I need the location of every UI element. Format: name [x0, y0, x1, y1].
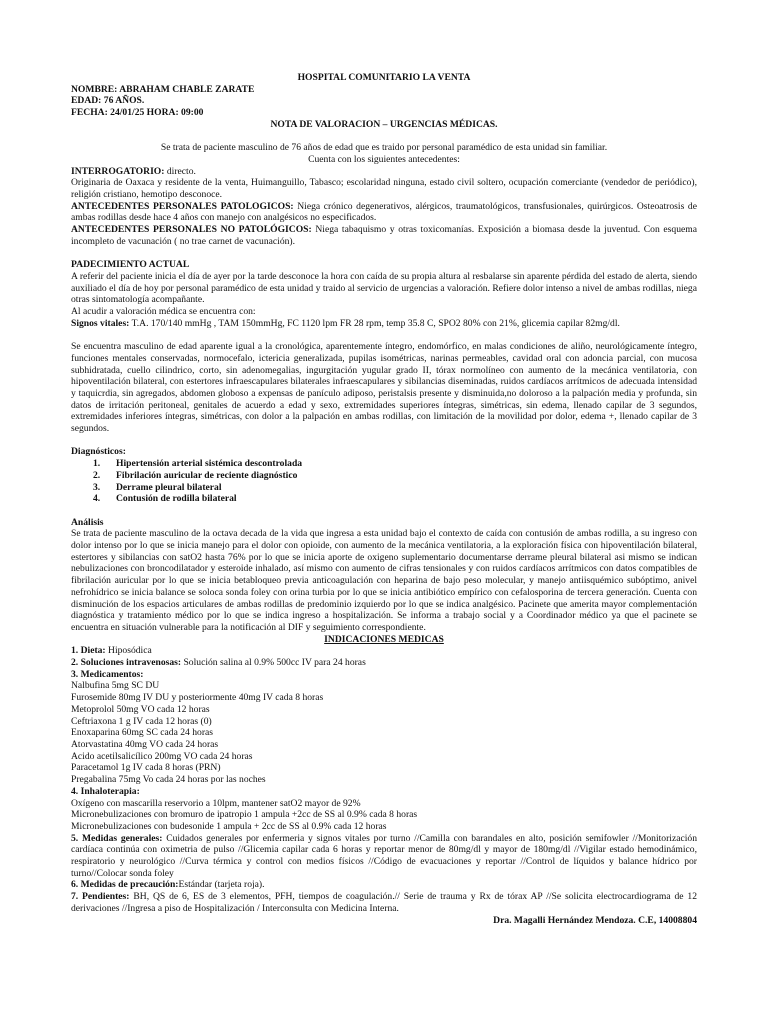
- interrogatorio-label: INTERROGATORIO:: [71, 165, 165, 177]
- medicamento-item: Atorvastatina 40mg VO cada 24 horas: [71, 739, 219, 750]
- patient-origin: Originaria de Oaxaca y residente de la venta, Huimanguillo, Tabasco; escolaridad ninguna, estado civil soltero, ocupación comerciante (vendedor de periódico), religión cristiano, hemotipo desconoce.: [71, 177, 697, 201]
- analisis-title: Análisis: [71, 516, 104, 528]
- intro-line-1: Se trata de paciente masculino de 76 años de edad que es traido por personal paramédico de esta unidad sin familiar.: [160, 142, 608, 154]
- hospital-name: HOSPITAL COMUNITARIO LA VENTA: [297, 72, 471, 83]
- physician-signature: Dra. Magalli Hernández Mendoza. C.E, 14008804: [493, 914, 697, 926]
- padecimiento-title: PADECIMIENTO ACTUAL: [71, 259, 190, 271]
- app-text: Niega crónico degenerativos, alérgicos, traumatológicos, transfusionales, quirúrgicos. Osteoatrosis de ambas rodillas desde hace 4 años con manejo con analgésicos no especificados.: [71, 200, 697, 224]
- antecedentes-patologicos: [71, 201, 697, 224]
- medicamento-item: Ceftriaxona 1 g IV cada 12 horas (0): [71, 715, 212, 727]
- medicamento-item: Enoxaparina 60mg SC cada 24 horas: [71, 727, 214, 739]
- vital-signs: [71, 318, 697, 330]
- inhaloterapia-label: 4. Inhaloterapia:: [71, 785, 140, 797]
- medicamentos-label: 3. Medicamentos:: [71, 668, 144, 680]
- document-body: [71, 72, 697, 926]
- apnp-label: ANTECEDENTES PERSONALES NO PATOLÓGICOS:: [71, 224, 312, 236]
- interrogatorio-text: directo.: [164, 165, 196, 177]
- antecedentes-no-patologicos: [71, 224, 697, 247]
- padecimiento-arrival: Al acudir a valoración médica se encuentra con:: [71, 306, 256, 318]
- medidas-precaucion: 6. Medidas de precaución:Estándar (tarjeta roja).: [71, 879, 265, 891]
- diagnostico-item: 4. Contusión de rodilla bilateral: [93, 493, 237, 505]
- patient-age: EDAD: 76 AÑOS.: [71, 95, 145, 107]
- medicamento-item: Furosemide 80mg IV DU y posteriormente 40mg IV cada 8 horas: [71, 692, 324, 704]
- physical-exam: Se encuentra masculino de edad aparente igual a la cronológica, aparentemente íntegro, endomórfico, en malas condiciones de aliño, neurológicamente íntegro, funciones mentales conservadas, normocefalo, ictericia generalizada, pupilas isométricas, narinas permeables, cavidad oral con adoncia parcial, con mucosa subhidratada, cuello cilindrico, corto, sin adenomegalias, ingurgitación yugular grado II, tórax normolíneo con aumento de la mecánica ventilatoria, con hipoventilación bilateral, con estertores infraescapulares bilaterales infraescapulares y sibilancias diseminadas, ruidos cardíacos arrítmicos de adecuada intensidad y taquicrdia, sin agregados, abdomen globoso a expensas de panículo adiposo, peristalsis presente y disminuida,no doloroso a la palpación media y profunda, sin datos de irritación peritoneal, genitales de acuerdo a edad y sexo, extremidades superiores íntegras, simétricas, sin edema, llenado capilar de 3 segundos, extremidades inferiores íntegras, simétricas, con dolor a la palpación en ambas rodillas, con limitación de la movilidad por dolor, edema +, llenado capilar de 3 segundos.: [71, 341, 697, 435]
- diagnosticos-list: [71, 458, 697, 505]
- padecimiento-text: A referir del paciente inicia el día de ayer por la tarde desconoce la hora con caída de su propia altura al resbalarse sin aparente pérdida del estado de alerta, siendo auxiliado el día de hoy por personal paramédico de esta unidad y traido al servicio de urgencias a valoración. Refiere dolor intenso a nivel de ambas rodillas, niega otras sintomatología acompañante.: [71, 270, 697, 306]
- medicamento-item: Pregabalina 75mg Vo cada 24 horas por las noches: [71, 774, 266, 786]
- patient-name: NOMBRE: ABRAHAM CHABLE ZARATE: [71, 83, 255, 95]
- apnp-text: Niega tabaquismo y otras toxicomanías. Exposición a biomasa desde la juventud. Con esquema incompleto de vacunación ( no trae carnet de vacunación).: [71, 224, 697, 247]
- dieta: 1. Dieta: Hiposódica: [71, 645, 152, 657]
- medicamento-item: Nalbufina 5mg SC DU: [71, 680, 160, 692]
- medicamento-item: Acido acetilsalicílico 200mg VO cada 24 horas: [71, 750, 253, 762]
- pendientes: 7. Pendientes: BH, QS de 6, ES de 3 elementos, PFH, tiempos de coagulación.// Serie de trauma y Rx de tórax AP //Se solicita electrocardiograma de 12 derivaciones //Ingresa a piso de Hospitalización / Interconsulta con Medicina Interna.: [71, 891, 697, 914]
- diagnostico-item: 2. Fibrilación auricular de reciente diagnóstico: [93, 469, 298, 481]
- analisis-text: Se trata de paciente masculino de la octava decada de la vida que ingresa a esta unidad bajo el contexto de caída con contusión de ambas rodilla, a su ingreso con dolor intenso por lo que se inicia manejo para el dolor con opioide, con aumento de la mecánica ventilatoria, a la exploración física con hipoventilación bilateral, estertores y sibilancias con satO2 hasta 76% por lo que se inicia aporte de oxigeno suplementario documentarse derrame pleural bilateral asi mismo se indican nebulizaciones con broncodilatador y esteroide inhalado, así mismo con aumento de cifras tensionales y con ruidos cardíacos arrítmicos con datos compatibles de fibrilación auricular por lo que se inicia betabloqueo previa anticoagulación con heparina de bajo peso molecular, y manejo antiisquémico subóptimo, anivel nefrohídrico se inicia balance se soloca sonda foley con orina turbia por lo que se inicia antibiótico empírico con cefalosporina de tercera generación. Cuenta con disminución de los espacios articulares de ambas rodillas de predominio izquierdo por lo que se indica analgésico. Pacinete que amerita mayor complementación diagnóstica y tratamiento médico por lo que se indica ingreso a hospitalización. Se informa a trabajo social y a Coordinador médico ya que el pacinete se encuentra en situación vulnerable para la notificación al DIF y seguimiento correspondiente.: [71, 528, 697, 633]
- vital-signs-label: Signos vitales:: [71, 317, 130, 329]
- note-date: FECHA: 24/01/25 HORA: 09:00: [71, 107, 204, 119]
- diagnostico-item: 1. Hipertensión arterial sistémica descontrolada: [93, 458, 303, 470]
- vital-signs-text: T.A. 170/140 mmHg , TAM 150mmHg, FC 1120 lpm FR 28 rpm, temp 35.8 C, SPO2 80% con 21%, glicemia capilar 82mg/dl.: [129, 317, 620, 329]
- interrogatorio: [71, 166, 697, 178]
- note-title: NOTA DE VALORACION – URGENCIAS MÉDICAS.: [270, 118, 498, 130]
- indicaciones-title: INDICACIONES MEDICAS: [324, 633, 444, 645]
- inhaloterapia-item: Micronebulizaciones con bromuro de ipatropio 1 ampula +2cc de SS al 0.9% cada 8 horas: [71, 809, 418, 821]
- medicamento-item: Metoprolol 50mg VO cada 12 horas: [71, 703, 210, 715]
- medicamento-item: Paracetamol 1g IV cada 8 horas (PRN): [71, 762, 221, 774]
- intro-line-2: Cuenta con los siguientes antecedentes:: [308, 153, 460, 165]
- app-label: ANTECEDENTES PERSONALES PATOLOGICOS:: [71, 200, 294, 212]
- medidas-generales: 5. Medidas generales: Cuidados generales por enfermeria y signos vitales por turno //Camilla con barandales en alto, posición semifowler //Monitorización cardíaca continúa con oximetria de pulso //Glicemia capilar cada 6 horas y reportar menor de 80mg/dl y mayor de 180mg/dl //Vigilar estado hemodinámico, respiratorio y neurológico //Curva térmica y control con medios físicos //Código de evacuaciones y reportar //Control de líquidos y balance hídrico por turno//Colocar sonda foley: [71, 832, 697, 879]
- soluciones: 2. Soluciones intravenosas: Solución salina al 0.9% 500cc IV para 24 horas: [71, 657, 366, 669]
- inhaloterapia-item: Oxígeno con mascarilla reservorio a 10lpm, mantener satO2 mayor de 92%: [71, 797, 361, 809]
- diagnostico-item: 3. Derrame pleural bilateral: [93, 481, 222, 493]
- diagnosticos-title: Diagnósticos:: [71, 446, 126, 458]
- inhaloterapia-item: Micronebulizaciones con budesonide 1 ampula + 2cc de SS al 0.9% cada 12 horas: [71, 820, 387, 832]
